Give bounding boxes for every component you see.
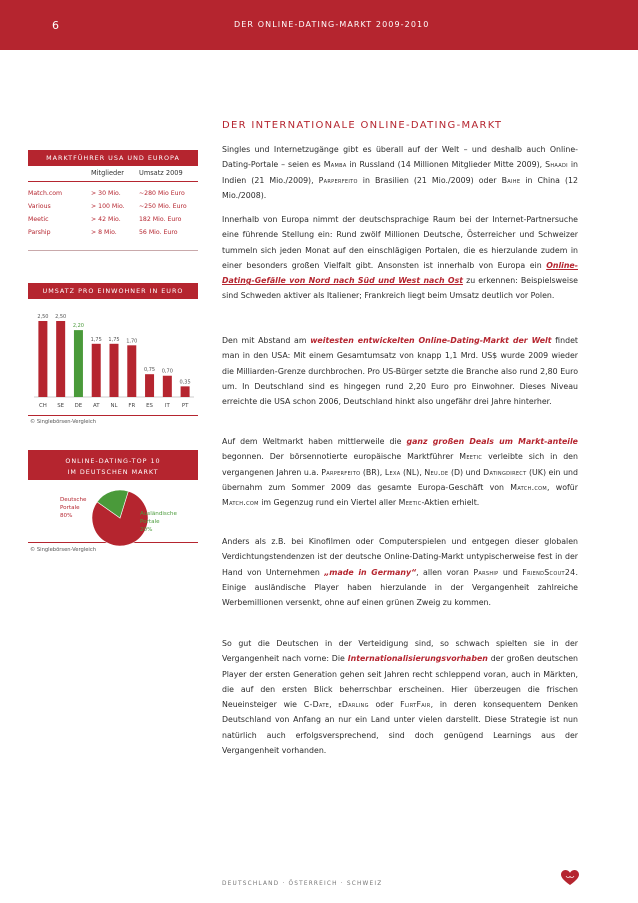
text: in Indien (21 Mio./2009),	[222, 160, 578, 185]
category-label-fr: FR	[128, 403, 136, 409]
value-label-pt: 0,35	[179, 379, 191, 386]
row-members: > 42 Mio.	[91, 216, 121, 223]
category-label-at: AT	[92, 403, 100, 409]
highlight: ganz großen Deals um Markt-anteile	[406, 437, 578, 446]
paragraph-2	[222, 212, 578, 304]
bar-it	[163, 376, 172, 397]
paragraph-3	[222, 333, 578, 409]
pie-label-german-line: Portale	[60, 505, 80, 511]
pie-label-german-line: 80%	[60, 513, 73, 519]
text: Innerhalb von Europa nimmt der deutschsprachige Raum bei der Internet-Partnersuche eine führende Stellung ein: Rund zwölf Millionen Deutsche, Österreicher und Schweizer tummeln sich jeden Monat auf den einschlägigen Portalen, die es hierzulande zudem in einer besonders großen Vielfalt gibt. Ansonsten ist innerhalb von Europa ein	[222, 215, 578, 270]
text: findet man in den USA: Mit einem Gesamtumsatz von knapp 1,1 Mrd. US$ wurde 2009 wieder die Milliarden-Grenze durchbrochen. Pro US-Bürger setzte die Branche also rund 2,80 Euro um. In Deutschland sind es hingegen rund 2,20 Euro pro Einwohner. Dieses Niveau erreichte die USA schon 2006, Deutschland hinkt also ungefähr drei Jahre hinterher.	[222, 336, 578, 407]
category-label-se: SE	[57, 403, 65, 409]
value-label-nl: 1,75	[108, 336, 120, 343]
chart-caption: © Singlebörsen-Vergleich	[30, 419, 97, 425]
row-members: > 8 Mio.	[91, 229, 117, 236]
text: Den mit Abstand am	[222, 336, 311, 345]
brand-flirtfair: FlirtFair	[400, 700, 431, 710]
brand-mamba: Mamba	[323, 160, 347, 170]
text: im Gegenzug rund ein Viertel aller	[258, 498, 399, 508]
text: Anders als z.B. bei Kinofilmen oder Computerspielen und entgegen dieser globalen Verdichtungstendenzen ist der deutsche Online-Dating-Markt untypischerweise fest in der Hand von Unternehmen	[222, 537, 578, 577]
value-label-fr: 1,70	[126, 338, 138, 345]
table-row	[28, 226, 198, 239]
value-label-de: 2,20	[72, 323, 85, 330]
pie-label-foreign-line: 20%	[140, 527, 153, 533]
brand-lexa: Lexa	[384, 467, 401, 477]
highlight: weitesten entwickelten Online-Dating-Markt der Welt	[310, 336, 552, 345]
category-label-it: IT	[164, 403, 170, 409]
category-label-pt: PT	[181, 403, 189, 409]
bar-ch	[38, 321, 47, 397]
text: oder	[368, 700, 401, 710]
paragraph-1	[222, 142, 578, 203]
running-head: DER ONLINE-DATING-MARKT 2009-2010	[234, 20, 430, 29]
pie-label-foreign	[140, 510, 177, 534]
bar-nl	[110, 344, 119, 397]
header-bar	[0, 0, 638, 50]
text: begonnen. Der börsennotierte europäische Marktführer	[222, 452, 460, 462]
highlight: Internationalisierungsvorhaben	[347, 654, 488, 664]
text: (NL),	[400, 467, 425, 477]
page-number: 6	[52, 19, 59, 32]
table-row	[28, 187, 198, 200]
pie-label-german-line: Deutsche	[60, 497, 87, 503]
row-members: > 100 Mio.	[91, 203, 125, 210]
category-label-nl: NL	[110, 403, 118, 409]
footer-text: DEUTSCHLAND · ÖSTERREICH · SCHWEIZ	[222, 881, 383, 887]
revenue-bar-chart	[28, 299, 198, 415]
article-title: DER INTERNATIONALE ONLINE-DATING-MARKT	[222, 120, 503, 131]
pie-caption: © Singlebörsen-Vergleich	[30, 547, 97, 553]
brand-parperfeito: Parperfeito	[321, 467, 361, 477]
text: , wofür	[547, 482, 578, 492]
row-revenue: ~250 Mio. Euro	[139, 203, 187, 210]
brand-parperfeito: Parperfeito	[318, 175, 358, 185]
text: verleibte sich in den vergangenen Jahren u.a.	[222, 452, 578, 477]
text: , in deren konsequentem Denken Deutschland von Anfang an nur ein Land unter vielen darstellt. Diese Strategie ist nun natürlich auch erfolgsversprechend, sind doch genügend Learnings aus der Vergangenheit vorhanden.	[222, 700, 578, 756]
brand-friendscout: FriendScout24	[522, 567, 576, 577]
row-name: Various	[28, 203, 51, 210]
table-row	[28, 213, 198, 226]
pie-title-line2: IM DEUTSCHEN MARKT	[67, 468, 159, 476]
text: (BR),	[360, 467, 385, 477]
row-revenue: ~280 Mio Euro	[139, 190, 185, 197]
brand-edarling: eDarling	[338, 700, 369, 710]
column-header-revenue: Umsatz 2009	[139, 169, 183, 177]
brand-meetic: Meetic	[459, 452, 483, 462]
bar-pt	[181, 386, 190, 397]
pie-label-foreign-line: Portale	[140, 519, 160, 525]
table-title: MARKTFÜHRER USA UND EUROPA	[28, 150, 198, 166]
text: ,	[329, 700, 339, 710]
text: in Brasilien (21 Mio./2009) oder	[357, 175, 502, 185]
row-name: Match.com	[28, 190, 63, 197]
market-leaders-table	[28, 150, 198, 251]
text: und	[498, 567, 523, 577]
revenue-chart-box	[28, 283, 198, 416]
row-revenue: 182 Mio. Euro	[139, 216, 182, 223]
text: Auf dem Weltmarkt haben mittlerweile die	[222, 437, 407, 446]
category-label-ch: CH	[38, 403, 47, 409]
text: (D) und	[448, 467, 484, 477]
chart-title: UMSATZ PRO EINWOHNER IN EURO	[28, 283, 198, 299]
paragraph-4	[222, 434, 578, 510]
text: in China (12 Mio./2008).	[222, 175, 578, 200]
brand-baihe: Baihe	[501, 175, 521, 185]
row-name: Meetic	[28, 216, 49, 223]
category-label-es: ES	[146, 403, 153, 409]
text: zu erkennen: Beispielsweise sind Schweden aktiver als Italiener; Frankreich liegt beim Umsatz deutlich vor Polen.	[222, 276, 578, 301]
value-label-es: 0,75	[143, 367, 156, 374]
bar-se	[56, 321, 65, 397]
value-label-at: 1,75	[90, 336, 102, 343]
table-row	[28, 200, 198, 213]
table-header	[28, 166, 198, 182]
value-label-it: 0,70	[161, 368, 173, 375]
bar-es	[145, 374, 154, 397]
pie-label-foreign-line: Ausländische	[140, 511, 177, 517]
text: (UK) ein und übernahm zum Sommer 2009 das gesamte Europa-Geschäft von	[222, 467, 578, 492]
pie-title	[28, 450, 198, 480]
highlight: „made in Germany“	[324, 567, 417, 577]
pie-label-german	[60, 496, 86, 520]
bar-de	[74, 330, 83, 397]
text: -Aktien erhielt.	[421, 498, 480, 508]
value-label-ch: 2,50	[37, 314, 49, 320]
highlight: Online-Dating-Gefälle von Nord nach Süd und West nach Ost	[222, 260, 578, 286]
paragraph-6	[222, 636, 578, 758]
top10-pie-box	[28, 450, 198, 543]
column-header-members: Mitglieder	[91, 169, 124, 177]
brand-neu: Neu.de	[424, 467, 449, 477]
row-name: Parship	[28, 229, 51, 236]
text: , allen voran	[416, 567, 474, 577]
heart-logo-icon	[561, 870, 579, 886]
text: Singles und Internetzugänge gibt es überall auf der Welt – und deshalb auch Online-Dating-Portale – seien es	[222, 145, 578, 170]
bar-fr	[127, 345, 136, 397]
brand-meetic: Meetic	[398, 498, 422, 508]
brand-cdate: C-Date	[303, 700, 330, 710]
brand-shaadi: Shaadi	[545, 160, 568, 170]
category-label-de: DE	[74, 403, 83, 409]
row-members: > 30 Mio.	[91, 190, 121, 197]
brand-parship: Parship	[473, 567, 499, 577]
text: der großen deutschen Player der ersten Generation gehen seit Jahren recht schleppend voran, auch in Märkten, die auf den ersten Blick beherrschbar erscheinen. Hier überzeugen die frischen Neueinsteiger wie	[222, 654, 578, 710]
brand-match: Match.com	[222, 498, 259, 508]
paragraph-5	[222, 534, 578, 610]
row-revenue: 56 Mio. Euro	[139, 229, 178, 236]
text: So gut die Deutschen in der Verteidigung sind, so schwach spielten sie in der Vergangenheit nach vorne: Die	[222, 639, 578, 664]
brand-datingdirect: Datingdirect	[483, 467, 527, 477]
bar-at	[92, 344, 101, 397]
brand-match: Match.com	[510, 482, 548, 492]
value-label-se: 2,50	[55, 314, 67, 320]
pie-title-line1: ONLINE-DATING-TOP 10	[65, 457, 161, 465]
text: in Russland (14 Millionen Mitglieder Mitte 2009),	[346, 160, 546, 170]
text: . Einige ausländische Player haben hierzulande in der Vergangenheit zahlreiche Werbemillionen versenkt, ohne auf einen grünen Zweig zu kommen.	[222, 567, 578, 608]
